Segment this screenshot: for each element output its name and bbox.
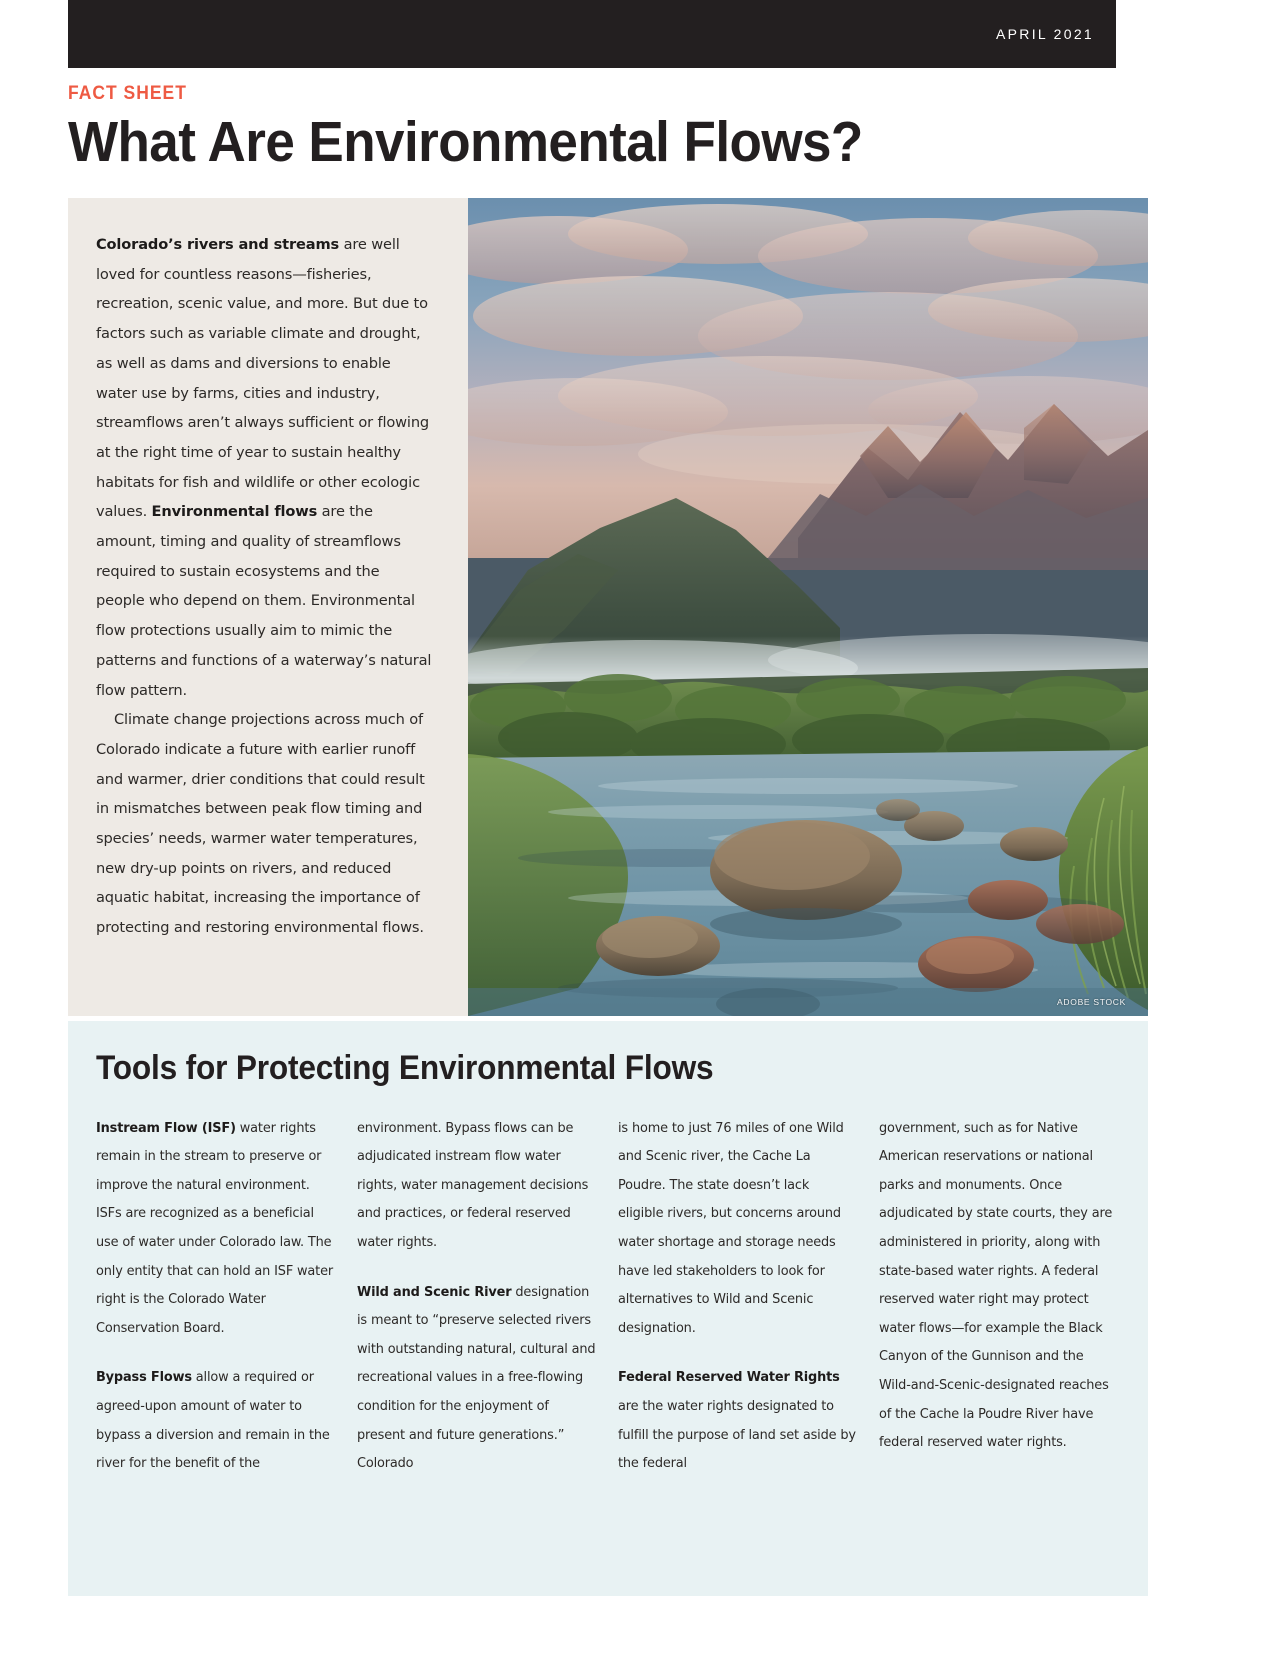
tools-block bbox=[96, 1115, 335, 1344]
intro-paragraph-2: Climate change projections across much of Colorado indicate a future with earlier runoff and warmer, drier conditions that could result in mismatches between peak flow timing and species’ needs, warmer water temperatures, new dry-up points on rivers, and reduced aquatic habitat, increasing the importance of protecting and restoring environmental flows. bbox=[96, 711, 425, 937]
tools-column-2 bbox=[357, 1115, 596, 1479]
tools-section-title: Tools for Protecting Environmental Flows bbox=[96, 1049, 714, 1087]
tools-block-text: is home to just 76 miles of one Wild and Scenic river, the Cache La Poudre. The state doesn’t lack eligible rivers, but concerns around water shortage and storage needs have led stakeholders to look for alternatives to Wild and Scenic designation. bbox=[618, 1120, 844, 1336]
intro-column bbox=[68, 198, 468, 1016]
tools-block bbox=[357, 1115, 596, 1258]
kicker-label: FACT SHEET bbox=[68, 83, 187, 104]
tools-block bbox=[618, 1115, 857, 1344]
tools-block-text: designation is meant to “preserve selected rivers with outstanding natural, cultural and recreational values in a free-flowing condition for the enjoyment of present and future generations.” Colorado bbox=[357, 1284, 596, 1472]
intro-inline-bold: Environmental flows bbox=[151, 503, 318, 521]
intro-lead-bold: Colorado’s rivers and streams bbox=[96, 236, 340, 253]
tools-column-4 bbox=[879, 1115, 1118, 1479]
hero-photo bbox=[468, 198, 1148, 1016]
tools-column-3 bbox=[618, 1115, 857, 1479]
tools-block-bold: Instream Flow (ISF) bbox=[96, 1120, 236, 1136]
intro-para1-tail: are the amount, timing and quality of streamflows required to sustain ecosystems and the people who depend on them. Environmental flow protections usually aim to mimic the patterns and functions of a waterway’s natural flow pattern. bbox=[96, 503, 432, 699]
tools-block bbox=[879, 1115, 1118, 1458]
tools-block-text: are the water rights designated to fulfill the purpose of land set aside by the federal bbox=[618, 1399, 856, 1472]
issue-date: APRIL 2021 bbox=[996, 26, 1094, 42]
tools-block-bold: Wild and Scenic River bbox=[357, 1284, 512, 1300]
tools-block-text: environment. Bypass flows can be adjudicated instream flow water rights, water management decisions and practices, or federal reserved water rights. bbox=[357, 1120, 589, 1251]
intro-paragraph-1 bbox=[96, 230, 432, 705]
top-date-bar bbox=[68, 0, 1116, 68]
tools-column-1 bbox=[96, 1115, 335, 1479]
tools-block-text: water rights remain in the stream to preserve or improve the natural environment. ISFs are recognized as a beneficial use of water under Colorado law. The only entity that can hold an ISF water right is the Colorado Water Conservation Board. bbox=[96, 1120, 334, 1336]
masthead bbox=[68, 83, 1148, 174]
page-title: What Are Environmental Flows? bbox=[68, 110, 863, 174]
tools-block-bold: Bypass Flows bbox=[96, 1370, 192, 1386]
photo-credit: ADOBE STOCK bbox=[1057, 997, 1126, 1007]
tools-block-text: allow a required or agreed-upon amount of water to bypass a diversion and remain in the river for the benefit of the bbox=[96, 1370, 330, 1472]
tools-block bbox=[357, 1279, 596, 1479]
tools-block bbox=[96, 1364, 335, 1478]
hero-band bbox=[68, 198, 1148, 1016]
tools-panel bbox=[68, 1021, 1148, 1596]
tools-block bbox=[618, 1364, 857, 1478]
tools-columns bbox=[96, 1115, 1118, 1479]
tools-block-text: government, such as for Native American reservations or national parks and monuments. Once adjudicated by state courts, they are administered in priority, along with state-based water rights. A federal reserved water right may protect water flows—for example the Black Canyon of the Gunnison and the Wild-and-Scenic-designated reaches of the Cache la Poudre River have federal reserved water rights. bbox=[879, 1120, 1113, 1451]
tools-block-bold: Federal Reserved Water Rights bbox=[618, 1370, 840, 1386]
river-landscape-illustration bbox=[468, 198, 1148, 1016]
intro-para1-rest: are well loved for countless reasons—fisheries, recreation, scenic value, and more. But due to factors such as variable climate and drought, as well as dams and diversions to enable water use by farms, cities and industry, streamflows aren’t always sufficient or flowing at the right time of year to sustain healthy habitats for fish and wildlife or other ecologic values. bbox=[96, 236, 430, 521]
